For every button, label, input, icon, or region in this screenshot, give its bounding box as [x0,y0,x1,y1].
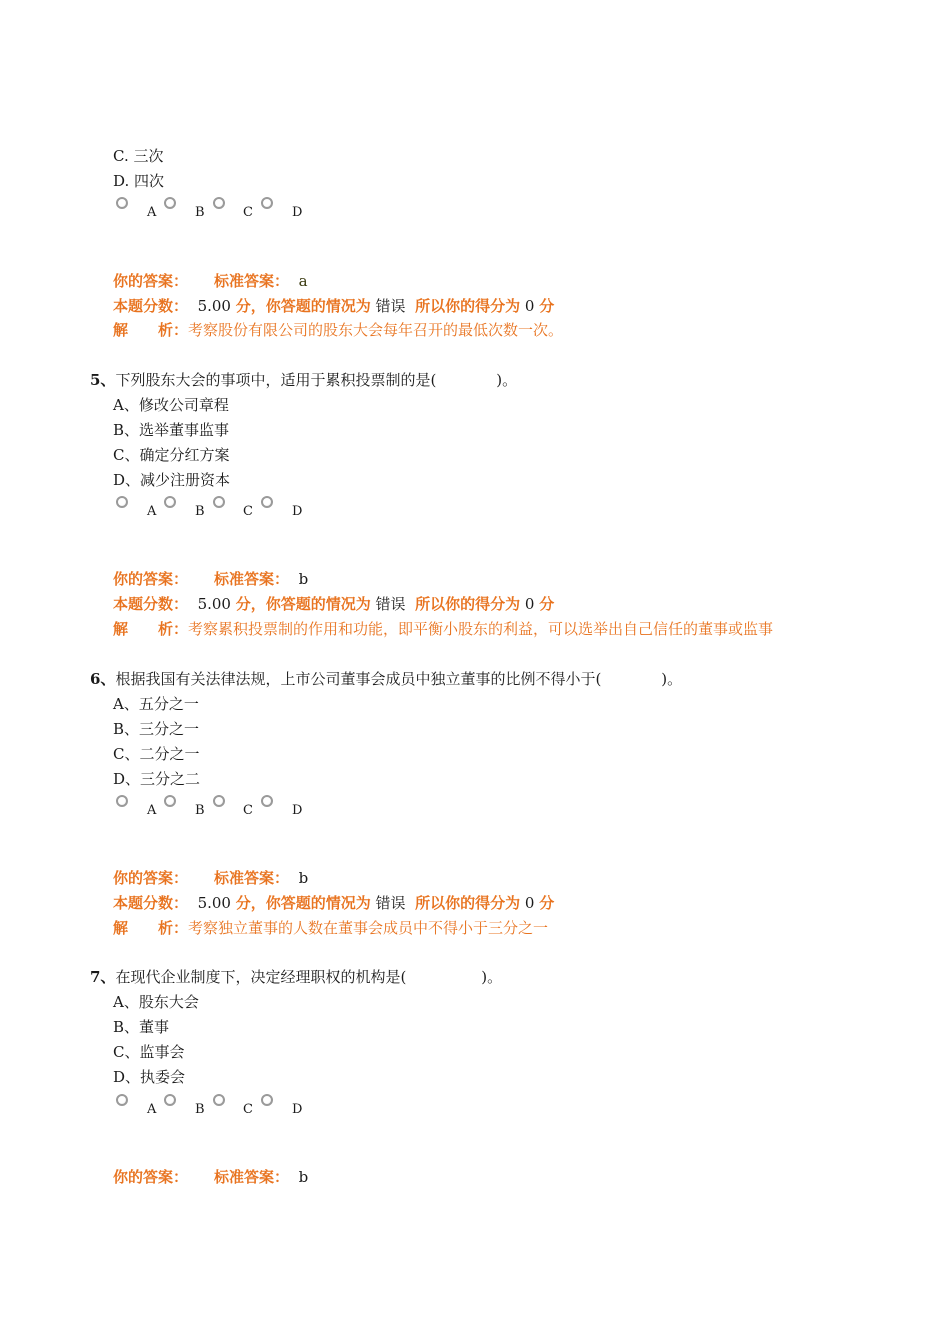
radio-label-c: C [243,803,253,818]
radio-b[interactable] [164,1094,176,1106]
earned-value: 0 [524,595,535,613]
radio-b[interactable] [164,795,176,807]
answer-line [113,569,308,589]
option-c: C、二分之一 [113,745,200,763]
answer-line [113,271,308,291]
std-answer-value: b [298,869,309,887]
option-d: D、减少注册资本 [113,471,231,489]
radio-label-a: A [147,205,157,220]
score-line [113,594,554,614]
question-text: 下列股东大会的事项中，适用于累积投票制的是( )。 [115,371,518,389]
radio-b[interactable] [164,496,176,508]
earned-label: 所以你的得分为 [415,297,521,315]
radio-label-b: B [195,205,205,220]
option-d: D. 四次 [113,172,165,190]
std-answer-value: b [298,570,309,588]
option-a: A、五分之一 [113,695,199,713]
score-line [113,893,554,913]
earned-label: 所以你的得分为 [415,595,521,613]
question-7 [90,967,502,987]
question-5 [90,370,517,390]
std-answer-label: 标准答案： [214,1168,290,1186]
analysis-line [113,918,548,938]
radio-a[interactable] [116,1094,128,1106]
radio-label-b: B [195,1102,205,1117]
option-a: A、股东大会 [113,993,199,1011]
radio-a[interactable] [116,496,128,508]
radio-label-d: D [292,1102,303,1117]
score-value: 5.00 [197,297,231,315]
analysis-line [113,320,563,340]
radio-a[interactable] [116,197,128,209]
radio-a[interactable] [116,795,128,807]
std-answer-value: b [298,1168,309,1186]
score-label: 本题分数： [113,297,189,315]
your-answer-label: 你的答案： [113,272,189,290]
option-c: C、监事会 [113,1043,185,1061]
analysis-label: 解 析： [113,321,189,339]
analysis-text: 考察股份有限公司的股东大会每年召开的最低次数一次。 [188,321,564,339]
option-b: B、董事 [113,1018,170,1036]
radio-label-b: B [195,803,205,818]
score-status-label: 分，你答题的情况为 [235,297,371,315]
earned-value: 0 [524,894,535,912]
earned-unit: 分 [539,297,555,315]
earned-unit: 分 [539,595,555,613]
earned-label: 所以你的得分为 [415,894,521,912]
std-answer-label: 标准答案： [214,570,290,588]
question-6 [90,669,682,689]
answer-line [113,868,308,888]
your-answer-label: 你的答案： [113,869,189,887]
your-answer-label: 你的答案： [113,1168,189,1186]
option-c: C、确定分红方案 [113,446,230,464]
analysis-text: 考察累积投票制的作用和功能，即平衡小股东的利益，可以选举出自己信任的董事或监事 [188,620,774,638]
radio-label-a: A [147,803,157,818]
radio-label-c: C [243,205,253,220]
option-d: D、三分之二 [113,770,201,788]
analysis-text: 考察独立董事的人数在董事会成员中不得小于三分之一 [188,919,549,937]
option-c: C. 三次 [113,147,164,165]
score-line [113,296,554,316]
radio-d[interactable] [261,795,273,807]
radio-d[interactable] [261,1094,273,1106]
score-label: 本题分数： [113,595,189,613]
score-status-label: 分，你答题的情况为 [235,894,371,912]
std-answer-value: a [298,272,308,290]
score-status-label: 分，你答题的情况为 [235,595,371,613]
answer-line [113,1167,308,1187]
std-answer-label: 标准答案： [214,869,290,887]
radio-label-a: A [147,1102,157,1117]
radio-c[interactable] [213,795,225,807]
score-value: 5.00 [197,595,231,613]
option-a: A、修改公司章程 [113,396,229,414]
your-answer-label: 你的答案： [113,570,189,588]
analysis-label: 解 析： [113,919,189,937]
earned-value: 0 [524,297,535,315]
radio-d[interactable] [261,496,273,508]
question-number: 6、 [90,670,116,688]
result-value: 错误 [375,894,406,912]
result-value: 错误 [375,297,406,315]
earned-unit: 分 [539,894,555,912]
radio-label-a: A [147,504,157,519]
radio-label-d: D [292,803,303,818]
question-number: 5、 [90,371,116,389]
radio-c[interactable] [213,496,225,508]
option-b: B、三分之一 [113,720,200,738]
radio-label-c: C [243,504,253,519]
radio-d[interactable] [261,197,273,209]
radio-b[interactable] [164,197,176,209]
score-value: 5.00 [197,894,231,912]
question-text: 在现代企业制度下，决定经理职权的机构是( )。 [115,968,503,986]
std-answer-label: 标准答案： [214,272,290,290]
score-label: 本题分数： [113,894,189,912]
question-number: 7、 [90,968,116,986]
option-d: D、执委会 [113,1068,186,1086]
radio-c[interactable] [213,1094,225,1106]
radio-label-d: D [292,504,303,519]
radio-label-d: D [292,205,303,220]
option-b: B、选举董事监事 [113,421,230,439]
analysis-line [113,619,773,639]
analysis-label: 解 析： [113,620,189,638]
radio-c[interactable] [213,197,225,209]
question-text: 根据我国有关法律法规，上市公司董事会成员中独立董事的比例不得小于( )。 [115,670,683,688]
radio-label-b: B [195,504,205,519]
radio-label-c: C [243,1102,253,1117]
result-value: 错误 [375,595,406,613]
